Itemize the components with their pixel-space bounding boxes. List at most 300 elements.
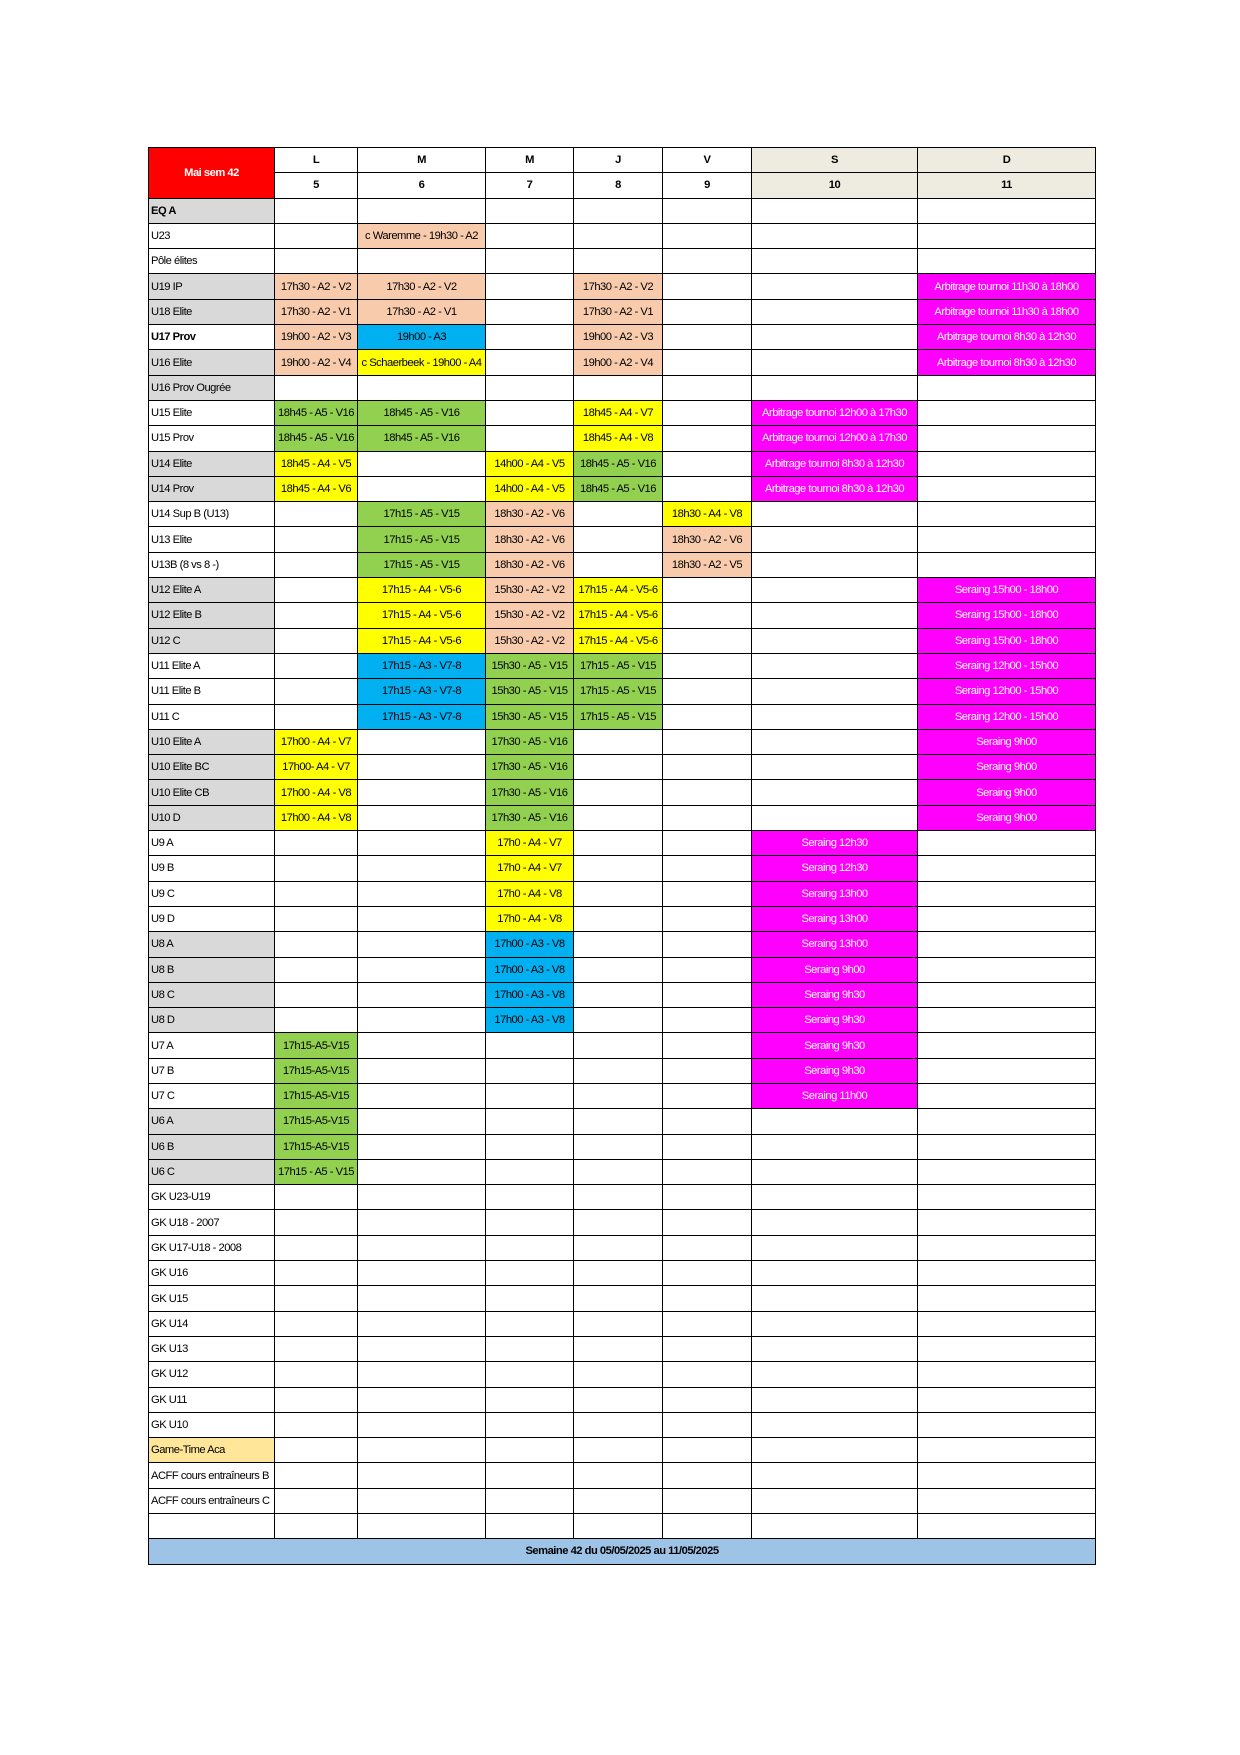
team-label: U23 xyxy=(149,223,275,248)
empty-cell xyxy=(752,628,918,653)
empty-cell xyxy=(358,1311,486,1336)
empty-cell xyxy=(918,476,1096,501)
session-cell: 17h15 - A3 - V7-8 xyxy=(358,653,486,678)
empty-cell xyxy=(574,831,663,856)
empty-cell xyxy=(918,426,1096,451)
empty-cell xyxy=(275,603,358,628)
schedule-row xyxy=(149,805,1096,830)
schedule-row xyxy=(149,1008,1096,1033)
empty-cell xyxy=(918,881,1096,906)
empty-cell xyxy=(918,932,1096,957)
empty-cell xyxy=(918,400,1096,425)
session-cell: 18h30 - A2 - V6 xyxy=(663,527,752,552)
empty-cell xyxy=(918,249,1096,274)
day-num-tue: 6 xyxy=(358,173,486,198)
team-label: Pôle élites xyxy=(149,249,275,274)
empty-cell xyxy=(918,1058,1096,1083)
schedule-row xyxy=(149,1514,1096,1539)
empty-cell xyxy=(574,1083,663,1108)
schedule-row xyxy=(149,1235,1096,1260)
team-label: U6 C xyxy=(149,1159,275,1184)
day-letter-tue: M xyxy=(358,148,486,173)
empty-cell xyxy=(663,578,752,603)
session-cell: 15h30 - A2 - V2 xyxy=(486,578,574,603)
session-cell: Seraing 13h00 xyxy=(752,932,918,957)
session-cell: 17h30 - A2 - V2 xyxy=(358,274,486,299)
empty-cell xyxy=(663,957,752,982)
session-cell: Arbitrage tournoi 12h00 à 17h30 xyxy=(752,400,918,425)
schedule-row xyxy=(149,502,1096,527)
session-cell: Seraing 9h00 xyxy=(918,729,1096,754)
empty-cell xyxy=(752,729,918,754)
team-label: U9 B xyxy=(149,856,275,881)
empty-cell xyxy=(275,831,358,856)
team-label: GK U14 xyxy=(149,1311,275,1336)
session-cell: 17h00 - A3 - V8 xyxy=(486,982,574,1007)
empty-cell xyxy=(918,1286,1096,1311)
empty-cell xyxy=(486,1412,574,1437)
empty-cell xyxy=(358,755,486,780)
session-cell: 17h30 - A2 - V1 xyxy=(275,299,358,324)
empty-cell xyxy=(918,906,1096,931)
empty-cell xyxy=(752,274,918,299)
empty-cell xyxy=(275,1514,358,1539)
empty-cell xyxy=(918,982,1096,1007)
team-label: ACFF cours entraîneurs C xyxy=(149,1488,275,1513)
empty-cell xyxy=(275,578,358,603)
session-cell: 17h00- A4 - V7 xyxy=(275,755,358,780)
session-cell: 18h45 - A5 - V16 xyxy=(275,426,358,451)
empty-cell xyxy=(574,1311,663,1336)
session-cell: Seraing 12h30 xyxy=(752,831,918,856)
empty-cell xyxy=(574,881,663,906)
session-cell: Arbitrage tournoi 8h30 à 12h30 xyxy=(752,476,918,501)
day-letter-sat: S xyxy=(752,148,918,173)
empty-cell xyxy=(574,805,663,830)
empty-cell xyxy=(486,1362,574,1387)
team-label: U12 C xyxy=(149,628,275,653)
empty-cell xyxy=(275,1008,358,1033)
schedule-row xyxy=(149,1463,1096,1488)
session-cell: Seraing 15h00 - 18h00 xyxy=(918,603,1096,628)
schedule-row xyxy=(149,400,1096,425)
schedule-row xyxy=(149,249,1096,274)
empty-cell xyxy=(358,831,486,856)
empty-cell xyxy=(275,1438,358,1463)
empty-cell xyxy=(574,1058,663,1083)
session-cell: 17h30 - A5 - V16 xyxy=(486,805,574,830)
empty-cell xyxy=(574,552,663,577)
session-cell: 17h30 - A2 - V2 xyxy=(275,274,358,299)
team-label: U10 Elite CB xyxy=(149,780,275,805)
schedule-row xyxy=(149,274,1096,299)
empty-cell xyxy=(918,1261,1096,1286)
empty-cell xyxy=(752,1159,918,1184)
empty-cell xyxy=(918,1008,1096,1033)
empty-cell xyxy=(663,1336,752,1361)
session-cell: c Schaerbeek - 19h00 - A4 xyxy=(358,350,486,375)
empty-cell xyxy=(663,628,752,653)
empty-cell xyxy=(574,1210,663,1235)
session-cell: 17h15 - A4 - V5-6 xyxy=(358,578,486,603)
empty-cell xyxy=(663,198,752,223)
empty-cell xyxy=(358,856,486,881)
empty-cell xyxy=(358,198,486,223)
empty-cell xyxy=(663,249,752,274)
empty-cell xyxy=(275,856,358,881)
empty-cell xyxy=(275,1412,358,1437)
empty-cell xyxy=(275,1210,358,1235)
session-cell: 18h45 - A4 - V8 xyxy=(574,426,663,451)
session-cell: 17h30 - A2 - V1 xyxy=(574,299,663,324)
team-label: U7 C xyxy=(149,1083,275,1108)
session-cell: 18h45 - A5 - V16 xyxy=(574,476,663,501)
empty-cell xyxy=(358,1488,486,1513)
session-cell: 19h00 - A2 - V4 xyxy=(275,350,358,375)
empty-cell xyxy=(275,1336,358,1361)
empty-cell xyxy=(918,1159,1096,1184)
empty-cell xyxy=(663,1134,752,1159)
empty-cell xyxy=(752,704,918,729)
empty-cell xyxy=(275,1235,358,1260)
session-cell: 18h30 - A2 - V6 xyxy=(486,502,574,527)
session-cell: 18h30 - A2 - V5 xyxy=(663,552,752,577)
empty-cell xyxy=(752,502,918,527)
empty-cell xyxy=(275,552,358,577)
empty-cell xyxy=(358,1210,486,1235)
empty-cell xyxy=(752,780,918,805)
empty-cell xyxy=(574,1488,663,1513)
empty-cell xyxy=(663,426,752,451)
empty-cell xyxy=(358,729,486,754)
team-label: GK U10 xyxy=(149,1412,275,1437)
day-num-sun: 11 xyxy=(918,173,1096,198)
empty-cell xyxy=(275,982,358,1007)
empty-cell xyxy=(275,375,358,400)
empty-cell xyxy=(663,1008,752,1033)
session-cell: Seraing 9h00 xyxy=(752,957,918,982)
session-cell: 17h15 - A5 - V15 xyxy=(574,679,663,704)
empty-cell xyxy=(918,1134,1096,1159)
team-label: Game-Time Aca xyxy=(149,1438,275,1463)
empty-cell xyxy=(275,1261,358,1286)
schedule-row xyxy=(149,982,1096,1007)
empty-cell xyxy=(663,856,752,881)
empty-cell xyxy=(752,1185,918,1210)
empty-cell xyxy=(358,1336,486,1361)
empty-cell xyxy=(574,198,663,223)
empty-cell xyxy=(918,451,1096,476)
empty-cell xyxy=(663,755,752,780)
empty-cell xyxy=(275,957,358,982)
empty-cell xyxy=(752,325,918,350)
empty-cell xyxy=(574,1109,663,1134)
empty-cell xyxy=(275,1387,358,1412)
session-cell: 17h00 - A3 - V8 xyxy=(486,957,574,982)
schedule-sheet xyxy=(148,147,1096,1565)
schedule-row xyxy=(149,1109,1096,1134)
empty-cell xyxy=(918,223,1096,248)
empty-cell xyxy=(574,1362,663,1387)
schedule-row xyxy=(149,1311,1096,1336)
session-cell: 17h00 - A3 - V8 xyxy=(486,1008,574,1033)
session-cell: 15h30 - A5 - V15 xyxy=(486,653,574,678)
empty-cell xyxy=(918,1336,1096,1361)
schedule-row xyxy=(149,856,1096,881)
schedule-row xyxy=(149,426,1096,451)
session-cell: 17h15 - A5 - V15 xyxy=(358,552,486,577)
team-label: U13 Elite xyxy=(149,527,275,552)
empty-cell xyxy=(574,729,663,754)
session-cell: Seraing 15h00 - 18h00 xyxy=(918,628,1096,653)
session-cell: 18h45 - A5 - V16 xyxy=(574,451,663,476)
team-label: GK U12 xyxy=(149,1362,275,1387)
schedule-row xyxy=(149,603,1096,628)
empty-cell xyxy=(275,527,358,552)
team-label: U6 A xyxy=(149,1109,275,1134)
team-label: U8 B xyxy=(149,957,275,982)
schedule-row xyxy=(149,299,1096,324)
empty-cell xyxy=(486,1033,574,1058)
empty-cell xyxy=(918,856,1096,881)
empty-cell xyxy=(663,780,752,805)
empty-cell xyxy=(574,957,663,982)
empty-cell xyxy=(358,1033,486,1058)
team-label: U18 Elite xyxy=(149,299,275,324)
empty-cell xyxy=(486,1261,574,1286)
empty-cell xyxy=(752,350,918,375)
session-cell: 15h30 - A2 - V2 xyxy=(486,603,574,628)
team-label: ACFF cours entraîneurs B xyxy=(149,1463,275,1488)
team-label: U11 Elite A xyxy=(149,653,275,678)
empty-cell xyxy=(275,628,358,653)
schedule-row xyxy=(149,906,1096,931)
empty-cell xyxy=(275,223,358,248)
empty-cell xyxy=(918,1185,1096,1210)
team-label: U9 D xyxy=(149,906,275,931)
session-cell: 18h45 - A4 - V7 xyxy=(574,400,663,425)
empty-cell xyxy=(663,1438,752,1463)
schedule-row xyxy=(149,1261,1096,1286)
empty-cell xyxy=(663,982,752,1007)
session-cell: 17h00 - A4 - V8 xyxy=(275,780,358,805)
session-cell: Seraing 9h30 xyxy=(752,1033,918,1058)
team-label: U8 D xyxy=(149,1008,275,1033)
empty-cell xyxy=(663,1311,752,1336)
empty-cell xyxy=(275,1286,358,1311)
empty-cell xyxy=(663,1033,752,1058)
empty-cell xyxy=(752,578,918,603)
empty-cell xyxy=(486,1185,574,1210)
empty-cell xyxy=(752,755,918,780)
empty-cell xyxy=(918,198,1096,223)
empty-cell xyxy=(486,1387,574,1412)
schedule-row xyxy=(149,1033,1096,1058)
empty-cell xyxy=(663,906,752,931)
empty-cell xyxy=(663,375,752,400)
schedule-row xyxy=(149,729,1096,754)
empty-cell xyxy=(663,451,752,476)
schedule-row xyxy=(149,1185,1096,1210)
empty-cell xyxy=(752,679,918,704)
schedule-row xyxy=(149,325,1096,350)
empty-cell xyxy=(663,653,752,678)
empty-cell xyxy=(663,932,752,957)
empty-cell xyxy=(918,957,1096,982)
empty-cell xyxy=(358,1235,486,1260)
empty-cell xyxy=(752,1514,918,1539)
session-cell: Arbitrage tournoi 11h30 à 18h00 xyxy=(918,274,1096,299)
session-cell: 17h30 - A5 - V16 xyxy=(486,755,574,780)
empty-cell xyxy=(574,1514,663,1539)
session-cell: 19h00 - A2 - V4 xyxy=(574,350,663,375)
schedule-row xyxy=(149,1387,1096,1412)
day-letter-fri: V xyxy=(663,148,752,173)
empty-cell xyxy=(663,1362,752,1387)
empty-cell xyxy=(486,1286,574,1311)
empty-cell xyxy=(918,1235,1096,1260)
empty-cell xyxy=(663,1488,752,1513)
session-cell: 17h0 - A4 - V7 xyxy=(486,831,574,856)
empty-cell xyxy=(486,1514,574,1539)
session-cell: 17h15 - A4 - V5-6 xyxy=(358,628,486,653)
team-label: U17 Prov xyxy=(149,325,275,350)
empty-cell xyxy=(574,1008,663,1033)
session-cell: 18h30 - A4 - V8 xyxy=(663,502,752,527)
empty-cell xyxy=(752,1463,918,1488)
empty-cell xyxy=(918,1387,1096,1412)
session-cell: 17h30 - A5 - V16 xyxy=(486,729,574,754)
empty-cell xyxy=(752,299,918,324)
team-label: U14 Prov xyxy=(149,476,275,501)
empty-cell xyxy=(486,1463,574,1488)
schedule-row xyxy=(149,704,1096,729)
empty-cell xyxy=(486,223,574,248)
empty-cell xyxy=(752,1438,918,1463)
empty-cell xyxy=(663,325,752,350)
empty-cell xyxy=(358,249,486,274)
empty-cell xyxy=(663,1261,752,1286)
empty-cell xyxy=(358,1387,486,1412)
empty-cell xyxy=(358,375,486,400)
empty-cell xyxy=(918,527,1096,552)
empty-cell xyxy=(574,1463,663,1488)
team-label: GK U18 - 2007 xyxy=(149,1210,275,1235)
session-cell: 18h30 - A2 - V6 xyxy=(486,527,574,552)
schedule-row xyxy=(149,1336,1096,1361)
week-range-footer: Semaine 42 du 05/05/2025 au 11/05/2025 xyxy=(149,1539,1096,1564)
session-cell: 17h15 - A3 - V7-8 xyxy=(358,679,486,704)
empty-cell xyxy=(486,249,574,274)
empty-cell xyxy=(663,881,752,906)
header-row-dates xyxy=(149,173,1096,198)
empty-cell xyxy=(358,1261,486,1286)
empty-cell xyxy=(358,1109,486,1134)
schedule-row xyxy=(149,932,1096,957)
empty-cell xyxy=(574,527,663,552)
empty-cell xyxy=(486,325,574,350)
empty-cell xyxy=(752,1311,918,1336)
session-cell: Seraing 13h00 xyxy=(752,906,918,931)
empty-cell xyxy=(574,1438,663,1463)
day-num-wed: 7 xyxy=(486,173,574,198)
session-cell: Seraing 9h00 xyxy=(918,780,1096,805)
empty-cell xyxy=(358,780,486,805)
empty-cell xyxy=(752,552,918,577)
schedule-row xyxy=(149,1159,1096,1184)
empty-cell xyxy=(486,299,574,324)
session-cell: Arbitrage tournoi 8h30 à 12h30 xyxy=(752,451,918,476)
session-cell: 17h0 - A4 - V8 xyxy=(486,881,574,906)
schedule-row xyxy=(149,1083,1096,1108)
session-cell: Seraing 12h00 - 15h00 xyxy=(918,704,1096,729)
team-label: U16 Elite xyxy=(149,350,275,375)
empty-cell xyxy=(486,400,574,425)
empty-cell xyxy=(486,1058,574,1083)
schedule-row xyxy=(149,831,1096,856)
session-cell: 17h15 - A5 - V15 xyxy=(358,502,486,527)
team-label: U8 A xyxy=(149,932,275,957)
empty-cell xyxy=(574,1235,663,1260)
session-cell: Seraing 12h00 - 15h00 xyxy=(918,653,1096,678)
empty-cell xyxy=(486,1311,574,1336)
session-cell: 17h15 - A4 - V5-6 xyxy=(358,603,486,628)
session-cell: 17h15 - A4 - V5-6 xyxy=(574,603,663,628)
empty-cell xyxy=(663,704,752,729)
session-cell: 17h15 - A5 - V15 xyxy=(275,1159,358,1184)
empty-cell xyxy=(663,1286,752,1311)
team-label: GK U16 xyxy=(149,1261,275,1286)
schedule-row xyxy=(149,451,1096,476)
schedule-row xyxy=(149,780,1096,805)
session-cell: Arbitrage tournoi 8h30 à 12h30 xyxy=(918,350,1096,375)
empty-cell xyxy=(918,831,1096,856)
empty-cell xyxy=(275,249,358,274)
empty-cell xyxy=(275,1362,358,1387)
schedule-row xyxy=(149,223,1096,248)
session-cell: Arbitrage tournoi 11h30 à 18h00 xyxy=(918,299,1096,324)
empty-cell xyxy=(486,1438,574,1463)
empty-cell xyxy=(574,932,663,957)
empty-cell xyxy=(752,1387,918,1412)
empty-cell xyxy=(574,502,663,527)
empty-cell xyxy=(486,1235,574,1260)
week-title: Mai sem 42 xyxy=(149,148,275,199)
session-cell: 18h45 - A5 - V16 xyxy=(358,426,486,451)
empty-cell xyxy=(486,1488,574,1513)
day-letter-thu: J xyxy=(574,148,663,173)
team-label: U10 Elite A xyxy=(149,729,275,754)
empty-cell xyxy=(275,679,358,704)
team-label: U8 C xyxy=(149,982,275,1007)
session-cell: 17h00 - A4 - V8 xyxy=(275,805,358,830)
empty-cell xyxy=(752,1235,918,1260)
empty-cell xyxy=(275,198,358,223)
session-cell: 17h30 - A2 - V2 xyxy=(574,274,663,299)
session-cell: 17h0 - A4 - V8 xyxy=(486,906,574,931)
session-cell: Seraing 12h00 - 15h00 xyxy=(918,679,1096,704)
empty-cell xyxy=(752,1261,918,1286)
empty-cell xyxy=(752,1488,918,1513)
empty-cell xyxy=(752,653,918,678)
empty-cell xyxy=(663,1159,752,1184)
empty-cell xyxy=(918,1109,1096,1134)
empty-cell xyxy=(663,350,752,375)
empty-cell xyxy=(663,729,752,754)
empty-cell xyxy=(574,755,663,780)
empty-cell xyxy=(358,1083,486,1108)
empty-cell xyxy=(358,1008,486,1033)
